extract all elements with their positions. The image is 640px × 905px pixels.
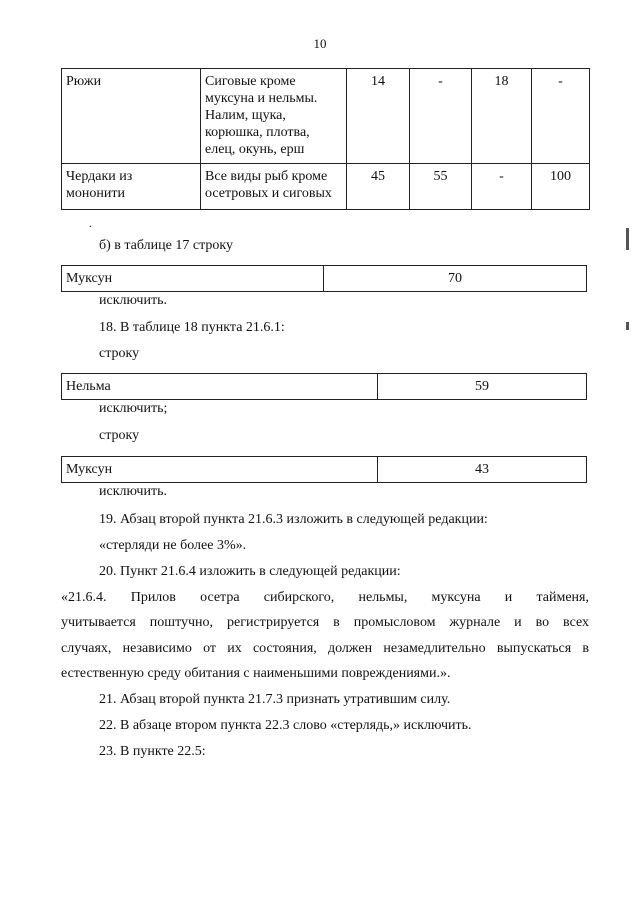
exclude-text: исключить; [99,401,168,416]
gear-cell: Рюжи [62,69,201,164]
gear-cell: Чердаки из мононити [62,164,201,210]
table-row [62,164,590,210]
paragraph-20-line: случаях, независимо от их состояния, должен незамедлительно выпускаться в [61,641,589,656]
paragraph-18: 18. В таблице 18 пункта 21.6.1: [99,320,285,335]
value-cell: - [472,164,532,210]
species-value: 59 [378,374,587,400]
value-cell: 14 [347,69,410,164]
table-row [62,69,590,164]
stroku-text: строку [99,346,140,361]
table18-row-muksun [61,456,587,483]
value-cell: 55 [410,164,472,210]
paragraph-20-line: учитывается поштучно, регистрируется в промысловом журнале и во всех [61,615,589,630]
species-name: Муксун [62,457,378,483]
value-cell: - [532,69,590,164]
value-cell: 18 [472,69,532,164]
species-cell: Сиговые кроме муксуна и нельмы. Налим, щука, корюшка, плотва, елец, окунь, ерш [201,69,347,164]
value-cell: 45 [347,164,410,210]
paragraph-22: 22. В абзаце втором пункта 22.3 слово «стерлядь,» исключить. [99,718,472,733]
paragraph-19: 19. Абзац второй пункта 21.6.3 изложить в следующей редакции: [99,512,488,527]
scan-edge-mark [626,228,629,250]
paragraph-19-quote: «стерляди не более 3%». [99,538,247,553]
paragraph-21: 21. Абзац второй пункта 21.7.3 признать утратившим силу. [99,692,451,707]
table18-row-nelma [61,373,587,400]
paragraph-20-line: естественную среду обитания с наименьшими повреждениями.». [61,666,451,681]
paragraph-20: 20. Пункт 21.6.4 изложить в следующей редакции: [99,564,401,579]
species-name: Муксун [62,266,324,292]
species-cell: Все виды рыб кроме осетровых и сиговых [201,164,347,210]
value-cell: - [410,69,472,164]
paragraph-20-line: «21.6.4. Прилов осетра сибирского, нельмы, муксуна и тайменя, [61,590,589,605]
species-value: 43 [378,457,587,483]
catch-table [61,68,590,210]
paragraph-23: 23. В пункте 22.5: [99,744,206,759]
exclude-text: исключить. [99,484,167,499]
exclude-text: исключить. [99,293,167,308]
scan-edge-mark [626,322,629,330]
value-cell: 100 [532,164,590,210]
page-number: 10 [313,36,327,51]
stray-dot: . [89,216,92,230]
species-value: 70 [324,266,587,292]
table17-row [61,265,587,292]
stroku-text: строку [99,428,140,443]
paragraph-b: б) в таблице 17 строку [99,238,233,253]
species-name: Нельма [62,374,378,400]
